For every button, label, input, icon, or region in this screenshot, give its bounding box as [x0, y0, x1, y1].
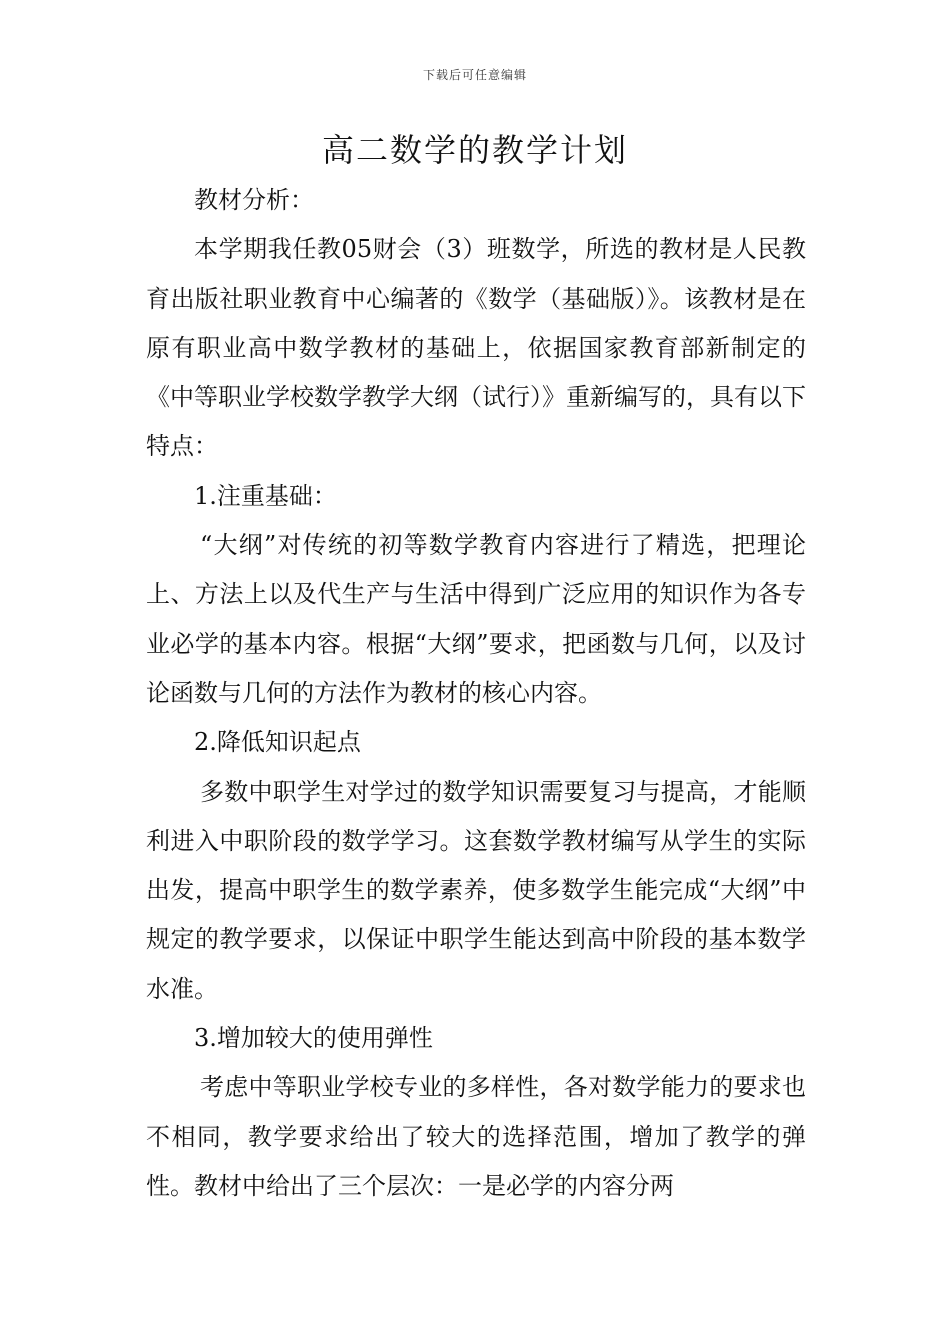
paragraph-point-3: 考虑中等职业学校专业的多样性，各对数学能力的要求也不相同，教学要求给出了较大的选择范围，增加了教学的弹性。教材中给出了三个层次：一是必学的内容分两	[146, 1073, 806, 1200]
document-body	[146, 176, 806, 1211]
paragraph-intro: 本学期我任教05财会（3）班数学，所选的教材是人民教育出版社职业教育中心编著的《数学（基础版）》。该教材是在原有职业高中数学教材的基础上，依据国家教育部新制定的《中等职业学校数学教学大纲（试行）》重新编写的，具有以下特点：	[146, 235, 806, 461]
paragraph-point-2: 多数中职学生对学过的数学知识需要复习与提高，才能顺利进入中职阶段的数学学习。这套数学教材编写从学生的实际出发，提高中职学生的数学素养，使多数学生能完成“大纲”中规定的教学要求，以保证中职学生能达到高中阶段的基本数学水准。	[146, 777, 806, 1003]
point-heading-1: 1.注重基础：	[194, 481, 337, 510]
point-heading-3: 3.增加较大的使用弹性	[194, 1024, 433, 1053]
section-heading-textbook-analysis: 教材分析：	[194, 186, 314, 214]
paragraph-point-1: “大纲”对传统的初等数学教育内容进行了精选，把理论上、方法上以及代生产与生活中得到广泛应用的知识作为各专业必学的基本内容。根据“大纲”要求，把函数与几何，以及讨论函数与几何的方法作为教材的核心内容。	[146, 531, 806, 707]
page-header-note: 下载后可任意编辑	[422, 68, 527, 82]
document-title: 高二数学的教学计划	[321, 131, 628, 169]
point-heading-2: 2.降低知识起点	[194, 728, 361, 757]
